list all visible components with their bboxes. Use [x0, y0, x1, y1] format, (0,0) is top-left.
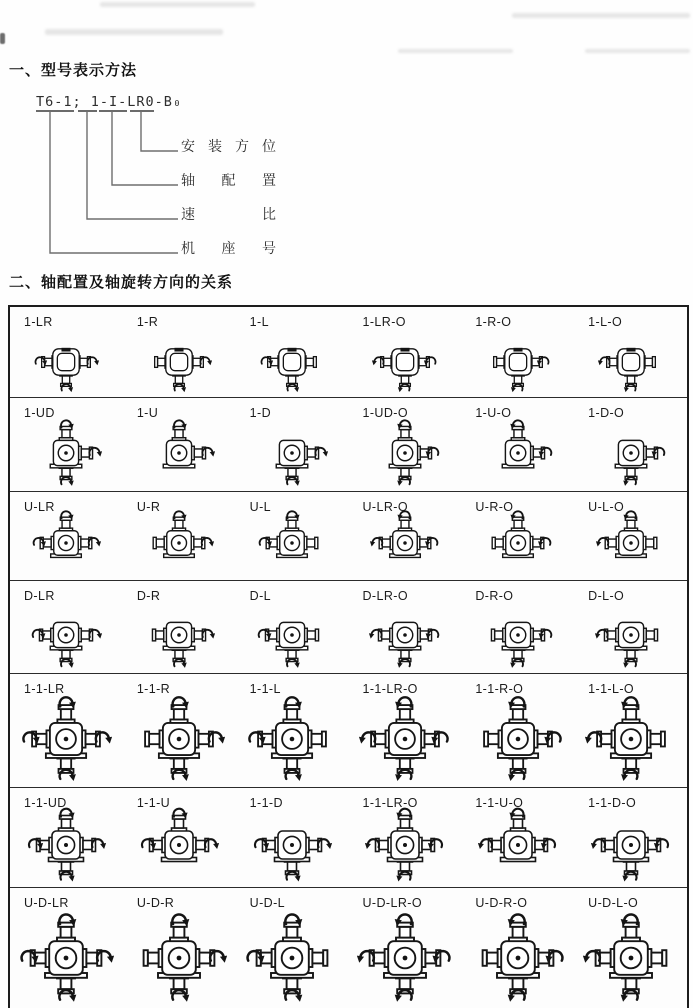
- table-cell: [10, 307, 123, 397]
- config-label: 1-L: [249, 315, 269, 329]
- gearbox-figure-icon: [591, 805, 671, 885]
- gearbox-figure-icon: [485, 329, 551, 395]
- callout-speed-ratio: 速比: [181, 206, 277, 222]
- gearbox-figure-icon: [470, 910, 566, 1006]
- table-cell: [236, 788, 349, 887]
- scan-artifact: [0, 33, 5, 44]
- gearbox-figure-icon: [598, 329, 664, 395]
- config-label: 1-1-R: [136, 682, 171, 696]
- config-label: U-LR: [24, 500, 55, 514]
- gearbox-figure-icon: [244, 910, 340, 1006]
- table-row: [10, 580, 687, 673]
- gearbox-figure-icon: [478, 805, 558, 885]
- config-label: D-LR: [24, 589, 55, 603]
- config-label: 1-1-UD: [24, 796, 67, 810]
- table-cell: [236, 674, 349, 787]
- gearbox-figure-icon: [246, 693, 338, 785]
- table-row: [10, 673, 687, 787]
- table-cell: [461, 398, 574, 491]
- config-label: 1-1-LR: [24, 682, 65, 696]
- config-label: 1-1-D: [249, 796, 283, 810]
- config-label: 1-LR-O: [362, 315, 406, 329]
- table-cell: [349, 581, 462, 673]
- gearbox-figure-icon: [595, 599, 667, 671]
- table-cell: [10, 788, 123, 887]
- config-label: 1-1-U-O: [475, 796, 524, 810]
- config-label: 1-1-LR-O: [362, 682, 418, 696]
- gearbox-figure-icon: [369, 599, 441, 671]
- config-label: 1-U: [136, 406, 159, 420]
- gearbox-figure-icon: [31, 508, 101, 578]
- gearbox-figure-icon: [370, 508, 440, 578]
- table-cell: [461, 492, 574, 580]
- table-cell: [123, 888, 236, 1008]
- gearbox-figure-icon: [365, 805, 445, 885]
- gearbox-figure-icon: [18, 910, 114, 1006]
- gearbox-figure-icon: [583, 910, 679, 1006]
- section2-title: 二、轴配置及轴旋转方向的关系: [9, 274, 234, 291]
- model-code: T6-1; 1-I-LR0-B₀: [36, 94, 183, 110]
- gearbox-figure-icon: [144, 508, 214, 578]
- scan-artifact: [512, 13, 690, 18]
- table-cell: [349, 888, 462, 1008]
- gearbox-figure-icon: [257, 508, 327, 578]
- config-label: U-D-L-O: [588, 896, 639, 910]
- config-label: 1-UD-O: [362, 406, 408, 420]
- config-label: 1-U-O: [475, 406, 512, 420]
- table-cell: [574, 581, 687, 673]
- config-label: U-L-O: [588, 500, 625, 514]
- config-label: D-R: [136, 589, 161, 603]
- callout-install-orientation: 安装方位: [181, 138, 277, 154]
- gearbox-figure-icon: [139, 805, 219, 885]
- table-cell: [10, 674, 123, 787]
- table-cell: [10, 888, 123, 1008]
- config-label: D-L: [249, 589, 271, 603]
- gearbox-figure-icon: [20, 693, 112, 785]
- config-label: 1-1-L-O: [588, 682, 635, 696]
- table-row: [10, 491, 687, 580]
- config-label: D-R-O: [475, 589, 514, 603]
- config-label: 1-1-U: [136, 796, 171, 810]
- scan-artifact: [398, 49, 513, 53]
- gearbox-figure-icon: [131, 910, 227, 1006]
- section1-title: 一、型号表示方法: [9, 62, 138, 79]
- table-cell: [10, 581, 123, 673]
- table-cell: [123, 674, 236, 787]
- gearbox-figure-icon: [143, 599, 215, 671]
- table-cell: [574, 674, 687, 787]
- table-cell: [236, 492, 349, 580]
- table-cell: [349, 674, 462, 787]
- config-label: 1-1-L: [249, 682, 281, 696]
- table-cell: [574, 307, 687, 397]
- table-cell: [123, 788, 236, 887]
- table-cell: [461, 888, 574, 1008]
- table-cell: [349, 788, 462, 887]
- config-label: U-D-R: [136, 896, 175, 910]
- table-cell: [10, 398, 123, 491]
- table-cell: [10, 492, 123, 580]
- config-label: U-D-L: [249, 896, 285, 910]
- table-cell: [461, 788, 574, 887]
- config-label: 1-LR: [24, 315, 53, 329]
- config-label: D-LR-O: [362, 589, 408, 603]
- gearbox-figure-icon: [595, 417, 667, 489]
- gearbox-figure-icon: [30, 417, 102, 489]
- config-label: U-R-O: [475, 500, 514, 514]
- gearbox-figure-icon: [256, 417, 328, 489]
- table-cell: [574, 492, 687, 580]
- config-label: 1-R: [136, 315, 159, 329]
- gearbox-figure-icon: [133, 693, 225, 785]
- table-cell: [349, 398, 462, 491]
- table-row: [10, 397, 687, 491]
- config-label: 1-L-O: [588, 315, 623, 329]
- table-cell: [461, 674, 574, 787]
- config-label: 1-R-O: [475, 315, 512, 329]
- config-label: U-LR-O: [362, 500, 408, 514]
- gearbox-figure-icon: [596, 508, 666, 578]
- shaft-configuration-table: [8, 305, 689, 1008]
- gearbox-figure-icon: [483, 508, 553, 578]
- gearbox-figure-icon: [146, 329, 212, 395]
- table-cell: [123, 307, 236, 397]
- config-label: 1-1-D-O: [588, 796, 637, 810]
- gearbox-figure-icon: [359, 693, 451, 785]
- gearbox-figure-icon: [26, 805, 106, 885]
- config-label: U-D-LR-O: [362, 896, 422, 910]
- table-cell: [574, 788, 687, 887]
- gearbox-figure-icon: [357, 910, 453, 1006]
- scan-artifact: [585, 49, 690, 53]
- table-cell: [574, 398, 687, 491]
- gearbox-figure-icon: [256, 599, 328, 671]
- table-cell: [123, 581, 236, 673]
- config-label: U-D-R-O: [475, 896, 528, 910]
- table-cell: [236, 307, 349, 397]
- config-label: 1-1-LR-O: [362, 796, 418, 810]
- config-label: 1-1-R-O: [475, 682, 524, 696]
- table-cell: [461, 307, 574, 397]
- table-row: [10, 787, 687, 887]
- gearbox-figure-icon: [33, 329, 99, 395]
- gearbox-figure-icon: [482, 599, 554, 671]
- gearbox-figure-icon: [30, 599, 102, 671]
- callout-shaft-configuration: 轴配置: [181, 172, 277, 188]
- gearbox-figure-icon: [482, 417, 554, 489]
- table-row: [10, 307, 687, 397]
- table-cell: [123, 492, 236, 580]
- table-cell: [123, 398, 236, 491]
- table-row: [10, 887, 687, 1008]
- config-label: 1-UD: [24, 406, 55, 420]
- table-cell: [236, 581, 349, 673]
- config-label: 1-D: [249, 406, 271, 420]
- table-cell: [349, 492, 462, 580]
- config-label: U-D-LR: [24, 896, 69, 910]
- config-label: 1-D-O: [588, 406, 625, 420]
- gearbox-figure-icon: [472, 693, 564, 785]
- gearbox-figure-icon: [369, 417, 441, 489]
- scan-artifact: [45, 29, 223, 35]
- gearbox-figure-icon: [372, 329, 438, 395]
- config-label: D-L-O: [588, 589, 625, 603]
- table-cell: [236, 398, 349, 491]
- table-cell: [574, 888, 687, 1008]
- gearbox-figure-icon: [143, 417, 215, 489]
- config-label: U-R: [136, 500, 161, 514]
- gearbox-figure-icon: [252, 805, 332, 885]
- table-cell: [236, 888, 349, 1008]
- table-cell: [349, 307, 462, 397]
- table-cell: [461, 581, 574, 673]
- callout-frame-number: 机座号: [181, 240, 277, 256]
- config-label: U-L: [249, 500, 271, 514]
- gearbox-figure-icon: [585, 693, 677, 785]
- gearbox-figure-icon: [259, 329, 325, 395]
- scan-artifact: [100, 2, 255, 7]
